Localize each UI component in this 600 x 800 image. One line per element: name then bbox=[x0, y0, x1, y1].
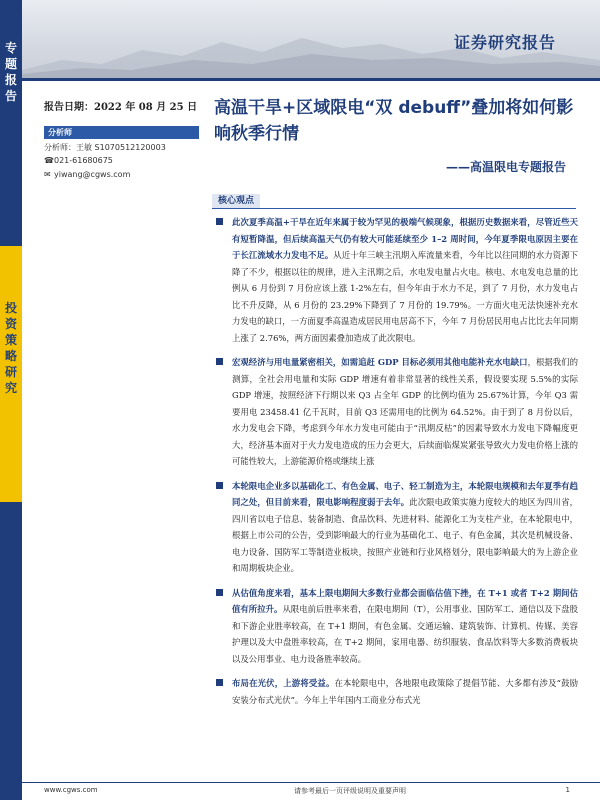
paragraph bbox=[212, 214, 578, 346]
section-header bbox=[212, 194, 576, 209]
sidebar-mid-label: 投 资 策 略 研 究 bbox=[4, 301, 17, 395]
square-bullet-icon bbox=[216, 218, 223, 225]
analyst-phone: 021-61680675 bbox=[54, 156, 113, 165]
paragraph bbox=[212, 354, 578, 470]
telephone-icon: ☎ bbox=[44, 156, 54, 165]
paragraph-lead: 布局在光伏，上游将受益。 bbox=[232, 678, 335, 688]
analyst-phone-row bbox=[44, 156, 113, 165]
section-label: 核心观点 bbox=[212, 194, 260, 208]
paragraph-body: 从近十年三峡主汛期入库流量来看，今年比以往同期的水力资源下降了不少，根据以往的规律，进入主汛期之后，水电发电量占火电。核电、水电发电总量的比例从 6 月份到 7 月份应该上涨 1-2%左右，但今年由于水力不足，到了 7 月份，水力发电占比不升反降，从 6 月份的 23.29%下降到了 7 月份的 19.79%。一方面火电无法快速补充水力发电的缺口，一方面夏季高温造成居民用电居高不下，今年 7 月份居民用电占比比去年同期上涨了 2.76%，两方面因素叠加造成了此次限电。 bbox=[232, 250, 579, 343]
sidebar-top-band bbox=[0, 0, 22, 246]
core-views bbox=[212, 214, 578, 716]
analyst-email[interactable]: yiwang@cgws.com bbox=[54, 170, 131, 179]
paragraph-lead: 宏观经济与用电量紧密相关，如需追赶 GDP 目标必须用其他电能补充水电缺口 bbox=[232, 357, 528, 367]
sidebar-top-label: 专 题 报 告 bbox=[4, 41, 17, 103]
report-header bbox=[22, 0, 600, 78]
square-bullet-icon bbox=[216, 482, 223, 489]
footer-disclaimer: 请参考最后一页评级说明及重要声明 bbox=[294, 787, 406, 795]
paragraph-body: 在本轮限电中，各地限电政策除了提倡节能、大多都有涉及“鼓励安装分布式光伏”。今年上半年国内工商业分布式光 bbox=[232, 678, 578, 705]
square-bullet-icon bbox=[216, 589, 223, 596]
page-number: 1 bbox=[565, 786, 570, 794]
footer-divider bbox=[22, 782, 600, 783]
paragraph-lead: 从估值角度来看，基本上限电期间大多数行业都会面临估值下挫，在 T+1 或者 T+2 期间估值有所拉升。 bbox=[232, 587, 578, 614]
paragraph-body: 此次限电政策实施力度较大的地区为四川省，四川省以电子信息、装备制造、食品饮料、先进材料、能源化工为支柱产业，在本轮限电中，根据上市公司的公告，受到影响最大的行业为基础化工、电子、有色金属，其次是机械设备、电力设备、国防军工等制造业板块，按照产业链和行业风格划分，限电影响最大的为上游企业和周期板块企业。 bbox=[232, 497, 579, 573]
square-bullet-icon bbox=[216, 679, 223, 686]
analyst-email-row bbox=[44, 170, 130, 179]
report-date: 报告日期：2022 年 08 月 25 日 bbox=[44, 102, 198, 113]
footer-website[interactable]: www.cgws.com bbox=[44, 786, 98, 794]
paragraph-body: ，根据我们的测算，全社会用电量和实际 GDP 增速有着非常显著的线性关系，假设要实现 5.5%的实际 GDP 增速，按照经济下行期以来 Q3 占全年 GDP 的比例均值为 25.67%计算，今年 Q3 需要用电 23458.41 亿千瓦时，目前 Q3 还需用电的比例为 64.52%。由于到了 8 月份以后，水力发电会下降，考虑到今年水力发电可能由于“汛期反枯”的因素导致水力发电下降幅度更大，经济基本面对于火力发电造成的压力会更大，后续面临煤炭紧张导致火力发电价格上涨的可能性较大，上游能源价格或继续上涨 bbox=[232, 357, 578, 466]
paragraph-body: 从限电前后胜率来看，在限电期间（T），公用事业、国防军工、通信以及下盘股和下游企业胜率较高，在 T+1 期间，有色金属、交通运输、建筑装饰、计算机、传媒、美容护理以及大中盘胜率较高，在 T+2 期间，家用电器、纺织服装、食品饮料等大多数消费板块以及公用事业、电力设备胜率较高。 bbox=[232, 604, 579, 664]
header-divider bbox=[22, 78, 600, 81]
envelope-icon: ✉ bbox=[44, 170, 51, 179]
analyst-name: 分析师：王敏 S1070512120003 bbox=[44, 143, 166, 152]
paragraph-lead: 本轮限电企业多以基础化工、有色金属、电子、轻工制造为主，本轮限电规模和去年夏季有趋同之处，但目前来看，限电影响程度弱于去年。 bbox=[232, 480, 578, 507]
paragraph bbox=[212, 585, 578, 668]
report-title: 高温干旱+区域限电“双 debuff”叠加将如何影响秋季行情 bbox=[214, 98, 574, 144]
paragraph bbox=[212, 675, 578, 708]
analyst-section-label: 分析师 bbox=[44, 126, 199, 139]
paragraph bbox=[212, 478, 578, 577]
report-subtitle: ——高温限电专题报告 bbox=[445, 160, 566, 174]
square-bullet-icon bbox=[216, 358, 223, 365]
paragraph-lead: 此次夏季高温+干旱在近年来属于较为罕见的极端气候现象，根据历史数据来看，尽管近些天有短暂降温，但后续高温天气仍有较大可能延续至少 1–2 周时间，今年夏季限电原因主要在于长江流域水力发电不足。 bbox=[232, 217, 578, 260]
header-title: 证券研究报告 bbox=[453, 33, 556, 52]
